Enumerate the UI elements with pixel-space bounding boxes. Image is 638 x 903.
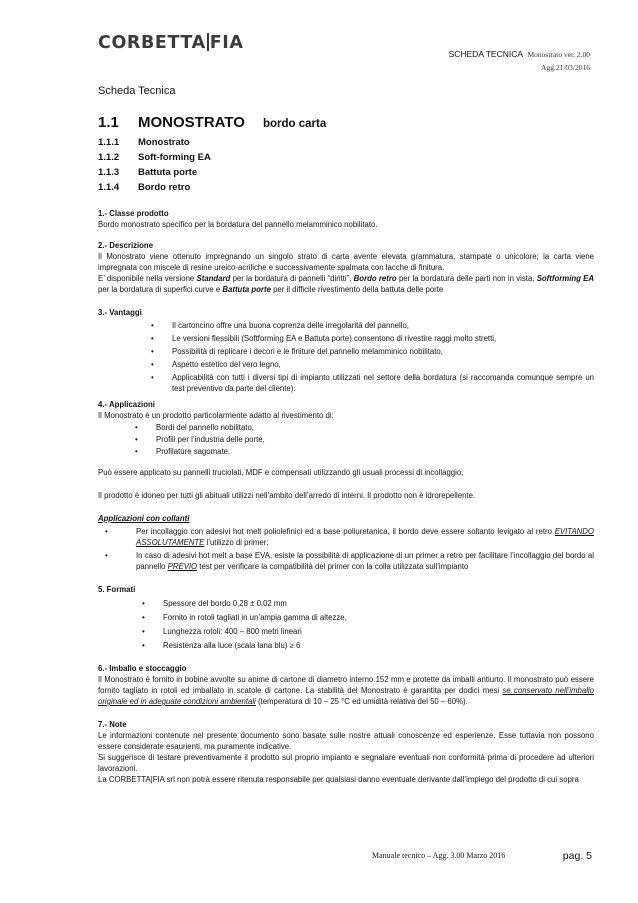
heading-notes: 7.- Note: [98, 720, 127, 729]
list-item: • Bordi del pannello nobilitato,: [156, 422, 594, 433]
text-substrates: Può essere applicato su pannelli truciolati, MDF e compensati utilizzando gli usuali processi di incollaggio,: [98, 468, 464, 477]
subsection-number: 1.1.1: [98, 137, 120, 148]
applications-list: [98, 422, 594, 457]
term-bordo-retro: Bordo retro: [353, 274, 397, 283]
heading-glue-applications: Applicazioni con collanti: [98, 514, 190, 523]
logo-divider: [207, 33, 209, 51]
heading-formats: 5. Formati: [98, 585, 136, 594]
subsection-item: [98, 150, 594, 165]
list-item: • Le versioni flessibili (Softforming EA e Battuta porte) consentono di rivestire raggi molto stretti,: [172, 333, 594, 344]
page-footer: [0, 850, 638, 864]
company-logo: [98, 33, 244, 53]
text-description-2: E’ disponibile nella versione Standard per la bordatura di pannelli “diritti”, Bordo retro per la bordatura delle parti non in vista, Softforming EA per la bordatura di superfici curve e Battuta porte per il difficile rivestimento della battuta delle porte: [98, 274, 594, 294]
subsection-number: 1.1.3: [98, 167, 120, 178]
text-notes-2: Si suggerisce di testare preventivamente il prodotto sul proprio impianto e segnalare eventuali non conformità prima di procedere ad ulteriori lavorazioni.: [98, 753, 594, 773]
list-item: • Spessore del bordo 0,28 ± 0,02 mm: [163, 598, 594, 609]
document-header-info: [449, 46, 590, 74]
list-item: • Lunghezza rotoli: 400 – 800 metri lineari: [163, 626, 594, 637]
text-packaging: Il Monostrato è fornito in bobine avvolte su anime di cartone di diametro interno 152 mm e protette da imballi antiurto. Il monostrato può essere fornito tagliato in rotoli ed imballato in scatole di cartone. La stabilità del Monostrato è garantita per dodici mesi se conservato nell’imballo originale ed in adeguate condizioni ambientali (temperatura di 10 – 25 °C ed umidità relativa del 50 – 60%).: [98, 675, 594, 706]
term-softforming: Softforming EA: [536, 274, 594, 283]
list-item: • Aspetto estetico del vero legno,: [172, 359, 594, 370]
list-item: • Fornito in rotoli tagliati in un’ampia gamma di altezze,: [163, 612, 594, 623]
page-number: pag. 5: [562, 850, 592, 862]
emphasis-avoid: EVITANDO ASSOLUTAMENTE: [136, 527, 594, 547]
emphasis-previo: PREVIO: [167, 562, 198, 571]
subsection-label: Battuta porte: [138, 167, 198, 178]
logo-text-left: CORBETTA: [98, 33, 206, 53]
list-item: • Applicabilità con tutti i diversi tipi di impianto utilizzati nel settore della bordatura (si raccomanda comunque sempre un test preventivo da parte del cliente).: [172, 372, 594, 394]
header-version: Monostrato ver. 2.00: [527, 50, 590, 59]
emphasis-storage: se conservato nell’imballo originale ed in adeguate condizioni ambientali: [98, 686, 594, 706]
heading-applications: 4.- Applicazioni: [98, 400, 155, 409]
list-item: • Possibilità di replicare i decori e le finiture del pannello melamminico nobilitato,: [172, 346, 594, 357]
subsection-number: 1.1.2: [98, 152, 120, 163]
text-product-class: Bordo monostrato specifico per la bordatura del pannello melamminico nobilitato.: [98, 220, 378, 229]
heading-product-class: 1.- Classe prodotto: [98, 209, 169, 218]
section-title: [98, 112, 594, 134]
list-item: • Resistenza alla luce (scala lana blu) ≥ 6: [163, 640, 594, 651]
list-item: • Profilature sagomate.: [156, 446, 594, 457]
list-item: • Il cartoncino offre una buona coprenza delle irregolarità del pannello,: [172, 320, 594, 331]
header-doc-title: SCHEDA TECNICA: [448, 49, 524, 59]
subsection-label: Monostrato: [138, 137, 190, 148]
text-applications-intro: Il Monostrato è un prodotto particolarmente adatto al rivestimento di:: [98, 411, 334, 420]
list-item: • Profili per l’industria delle porte,: [156, 434, 594, 445]
logo-text-right: FIA: [209, 33, 244, 53]
document-body: [98, 112, 594, 785]
advantages-list: [98, 320, 594, 394]
term-battuta-porte: Battuta porte: [222, 285, 271, 294]
text-description-1: Il Monostrato viene ottenuto impregnando un singolo strato di carta avente elevata grammatura, stampate o unicolore; la carta viene impregnata con miscele di resine ureico-acriliche e successivamente spalmata con lacche di finitura.: [98, 252, 594, 272]
subsection-label: Soft-forming EA: [138, 152, 211, 163]
glue-list: [98, 526, 594, 572]
subsection-item: [98, 180, 594, 195]
subsection-item: [98, 165, 594, 180]
text-notes-1: Le informazioni contenute nel presente documento sono basate sulle nostre attuali conoscenze ed esperienze. Esse tuttavia non possono essere considerate esaurienti, ma puramente indicative.: [98, 731, 594, 751]
heading-packaging: 6.- Imballo e stoccaggio: [98, 664, 187, 673]
header-date: Agg.21/03/2016: [541, 63, 590, 72]
list-item: • In caso di adesivi hot melt a base EVA, esiste la possibilità di applicazione di un primer a retro per facilitare l’incollaggio del bordo al pannello PREVIO test per verificare la compatibilità del primer con la colla utilizzata sull’impianto: [136, 550, 594, 572]
subsection-item: [98, 135, 594, 150]
footer-manual-info: Manuale tecnico – Agg. 3.00 Marzo 2016: [372, 851, 506, 860]
text-use: Il prodotto è idoneo per tutti gli abituali utilizzi nell’ambito dell’arredo di interni. Il prodotto non è idrorepellente.: [98, 491, 476, 500]
subsection-label: Bordo retro: [138, 182, 191, 193]
heading-advantages: 3.- Vantaggi: [98, 308, 142, 317]
section-number: 1.1: [98, 114, 119, 131]
heading-description: 2.- Descrizione: [98, 241, 154, 250]
section-name: MONOSTRATO: [138, 114, 245, 131]
subsection-number: 1.1.4: [98, 182, 120, 193]
list-item: • Per incollaggio con adesivi hot melt poliolefinici ed a base poliuretanica, il bordo deve essere soltanto levigato al retro EVITANDO ASSOLUTAMENTE l’utilizzo di primer;: [136, 526, 594, 548]
section-subtitle: bordo carta: [262, 118, 327, 130]
doc-type-label: Scheda Tecnica: [98, 85, 176, 97]
formats-list: [98, 598, 594, 651]
term-standard: Standard: [196, 274, 231, 283]
subsection-list: [98, 135, 594, 195]
text-notes-3: La CORBETTA|FIA srl non potrà essere ritenuta responsabile per qualsiasi danno eventuale derivante dall’impiego del prodotto di cui sopra: [98, 775, 579, 784]
